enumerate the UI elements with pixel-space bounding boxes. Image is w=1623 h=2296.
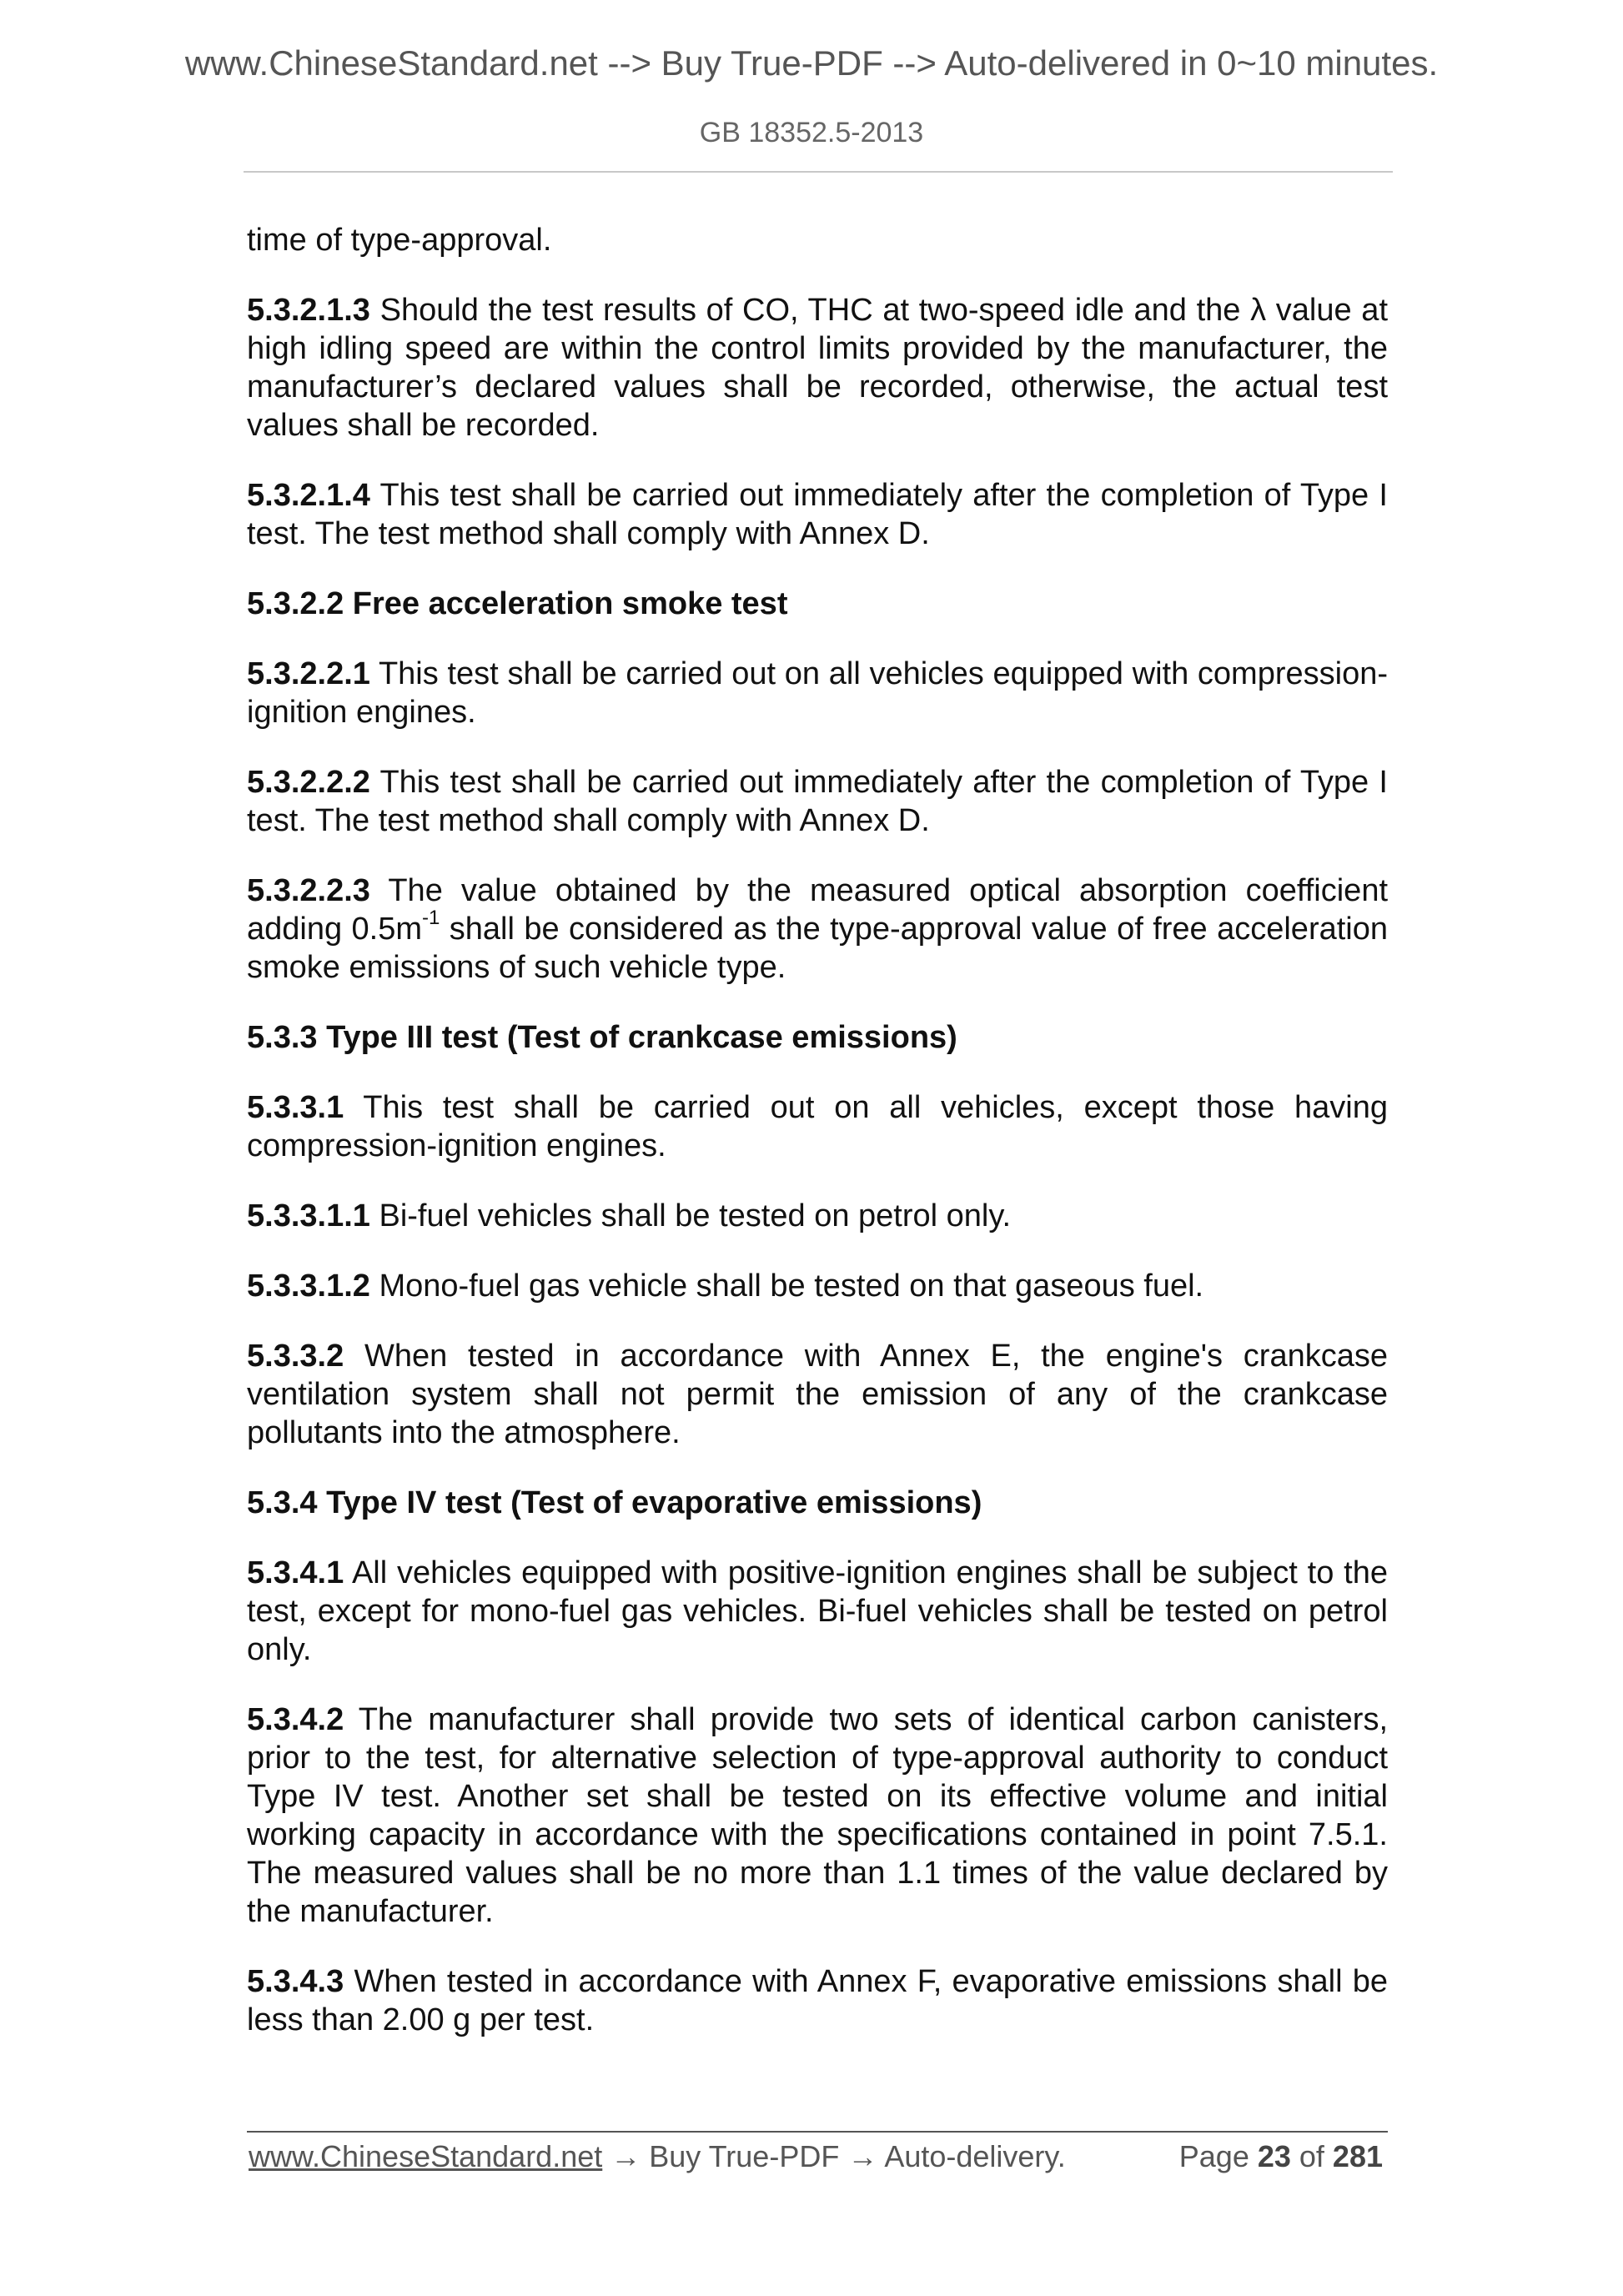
clause-number: 5.3.3.2 — [247, 1339, 344, 1374]
clause-number: 5.3.2.2.3 — [247, 873, 370, 908]
page-indicator: Page 23 of 281 — [1178, 2139, 1383, 2173]
paragraph-5-3-3-1-2: 5.3.3.1.2 Mono-fuel gas vehicle shall be tested on that gaseous fuel. — [247, 1269, 1204, 1304]
clause-number: 5.3.3.1.1 — [247, 1198, 370, 1233]
paragraph-5-3-4-1: 5.3.4.1 All vehicles equipped with positive-ignition engines shall be subject to the test, except for mono-fuel gas vehicles. Bi-fuel vehicles shall be tested on petrol only. — [247, 1555, 1388, 1667]
paragraph-continuation: time of type-approval. — [247, 223, 552, 258]
footer-divider — [247, 2131, 1388, 2133]
paragraph-5-3-2-2-2: 5.3.2.2.2 This test shall be carried out immediately after the completion of Type I test. The test method shall comply with Annex D. — [247, 765, 1388, 838]
top-banner: www.ChineseStandard.net --> Buy True-PDF --> Auto-delivered in 0~10 minutes. — [184, 43, 1439, 83]
clause-number: 5.3.4.1 — [247, 1555, 344, 1590]
paragraph-5-3-3-2: 5.3.3.2 When tested in accordance with Annex E, the engine's crankcase ventilation system shall not permit the emission of any of the crankcase pollutants into the atmosphere. — [247, 1339, 1388, 1450]
clause-number: 5.3.4.2 — [247, 1702, 344, 1737]
clause-number: 5.3.2.2.2 — [247, 765, 370, 800]
standard-code: GB 18352.5-2013 — [699, 117, 924, 148]
clause-number: 5.3.3.1.2 — [247, 1269, 370, 1304]
superscript: -1 — [422, 907, 440, 930]
paragraph-5-3-2-2-3: 5.3.2.2.3 The value obtained by the measured optical absorption coefficient adding $0.5m^{-1}$ shall be considered as the type-approval value of free acceleration smoke emissions of such vehicle type. — [247, 873, 1389, 985]
clause-number: 5.3.4.3 — [247, 1964, 344, 1999]
header-divider — [244, 171, 1393, 173]
paragraph-5-3-4-3: 5.3.4.3 When tested in accordance with Annex F, evaporative emissions shall be less than 2.00 g per test. — [247, 1964, 1388, 2037]
paragraph-5-3-2-1-4: 5.3.2.1.4 This test shall be carried out immediately after the completion of Type I test. The test method shall comply with Annex D. — [247, 478, 1388, 551]
paragraph-5-3-3-1-1: 5.3.3.1.1 Bi-fuel vehicles shall be tested on petrol only. — [247, 1198, 1012, 1233]
section-heading: 5.3.4 Type IV test (Test of evaporative emissions) — [247, 1485, 982, 1520]
page-number: 23 — [1257, 2139, 1291, 2173]
footer-text: → Buy True-PDF → Auto-delivery. — [602, 2139, 1066, 2173]
clause-number: 5.3.2.2.1 — [247, 656, 370, 691]
paragraph-5-3-2-1-3: 5.3.2.1.3 Should the test results of CO, THC at two-speed idle and the λ value at high idling speed are within the control limits provided by the manufacturer, the manufacturer’s declared values shall be recorded, otherwise, the actual test values shall be recorded. — [247, 293, 1388, 443]
section-heading: 5.3.2.2 Free acceleration smoke test — [247, 586, 788, 621]
section-heading: 5.3.3 Type III test (Test of crankcase emissions) — [247, 1020, 957, 1055]
clause-number: 5.3.2.1.4 — [247, 478, 370, 513]
paragraph-5-3-3-1: 5.3.3.1 This test shall be carried out on all vehicles, except those having compression-ignition engines. — [247, 1090, 1389, 1163]
total-pages: 281 — [1332, 2139, 1383, 2173]
clause-number: 5.3.3.1 — [247, 1090, 344, 1125]
page-footer — [247, 2139, 1388, 2181]
clause-number: 5.3.2.1.3 — [247, 293, 370, 328]
document-body — [247, 221, 1388, 2071]
paragraph-5-3-4-2: 5.3.4.2 The manufacturer shall provide two sets of identical carbon canisters, prior to the test, for alternative selection of type-approval authority to conduct Type IV test. Another set shall be tested on its effective volume and initial working capacity in accordance with the specifications contained in point 7.5.1. The measured values shall be no more than 1.1 times of the value declared by the manufacturer. — [247, 1702, 1389, 1929]
footer-link[interactable]: www.ChineseStandard.net — [249, 2139, 603, 2173]
paragraph-5-3-2-2-1: 5.3.2.2.1 This test shall be carried out on all vehicles equipped with compression-ignition engines. — [247, 656, 1388, 730]
